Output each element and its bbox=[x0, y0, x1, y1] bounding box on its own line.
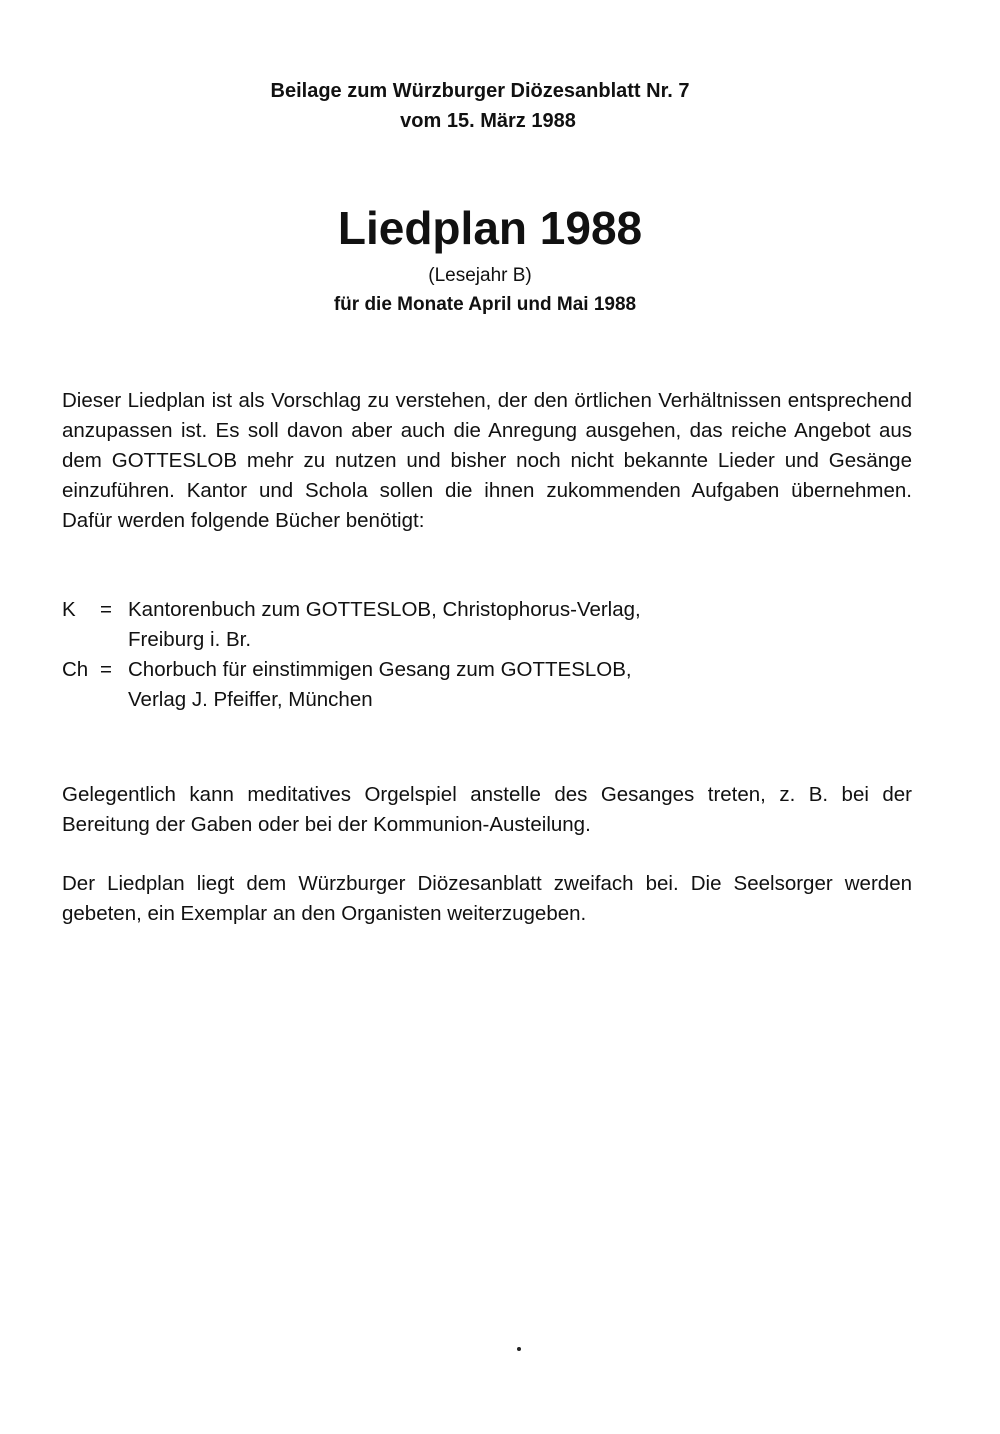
intro-text: Dieser Liedplan ist als Vorschlag zu verstehen, der den örtlichen Verhältnissen entsprechend anzupassen ist. Es soll davon aber auch die Anregung ausgehen, das reiche Angebot aus dem GOTTESLOB mehr zu nutzen und bisher noch nicht bekannte Lieder und Gesänge einzuführen. Kantor und Schola sollen die ihnen zukommenden Aufgaben übernehmen. Dafür werden folgende Bücher benötigt: bbox=[62, 389, 912, 532]
distribution-paragraph bbox=[62, 869, 912, 929]
document-title: Liedplan 1988 bbox=[337, 202, 643, 254]
distribution-text: Der Liedplan liegt dem Würzburger Diözesanblatt zweifach bei. Die Seelsorger werden gebeten, ein Exemplar an den Organisten weiterzugeben. bbox=[62, 872, 912, 925]
supplement-header bbox=[0, 76, 980, 136]
intro-paragraph bbox=[62, 386, 912, 536]
book-description-line-1: Chorbuch für einstimmigen Gesang zum GOTTESLOB, bbox=[128, 658, 632, 681]
book-description bbox=[128, 595, 922, 655]
scan-speck bbox=[517, 1347, 521, 1351]
book-description bbox=[128, 655, 922, 715]
organ-text: Gelegentlich kann meditatives Orgelspiel anstelle des Gesanges treten, z. B. bei der Bereitung der Gaben oder bei der Kommunion-Austeilung. bbox=[62, 783, 912, 836]
book-description-line-2: Freiburg i. Br. bbox=[128, 628, 252, 651]
book-equals: = bbox=[100, 598, 112, 621]
supplement-line-1: Beilage zum Würzburger Diözesanblatt Nr. 7 bbox=[270, 80, 690, 102]
book-equals: = bbox=[100, 658, 112, 681]
book-description-line-1: Kantorenbuch zum GOTTESLOB, Christophorus-Verlag, bbox=[128, 598, 641, 621]
book-entry-chorbuch bbox=[62, 655, 922, 715]
reading-year: (Lesejahr B) bbox=[428, 265, 532, 286]
organ-paragraph bbox=[62, 780, 912, 840]
book-abbreviation: K bbox=[62, 598, 76, 621]
book-list bbox=[62, 595, 922, 715]
months-subtitle: für die Monate April und Mai 1988 bbox=[333, 294, 637, 315]
book-description-line-2: Verlag J. Pfeiffer, München bbox=[128, 688, 373, 711]
book-abbreviation: Ch bbox=[62, 658, 89, 681]
book-entry-kantorenbuch bbox=[62, 595, 922, 655]
supplement-line-2: vom 15. März 1988 bbox=[400, 110, 576, 132]
